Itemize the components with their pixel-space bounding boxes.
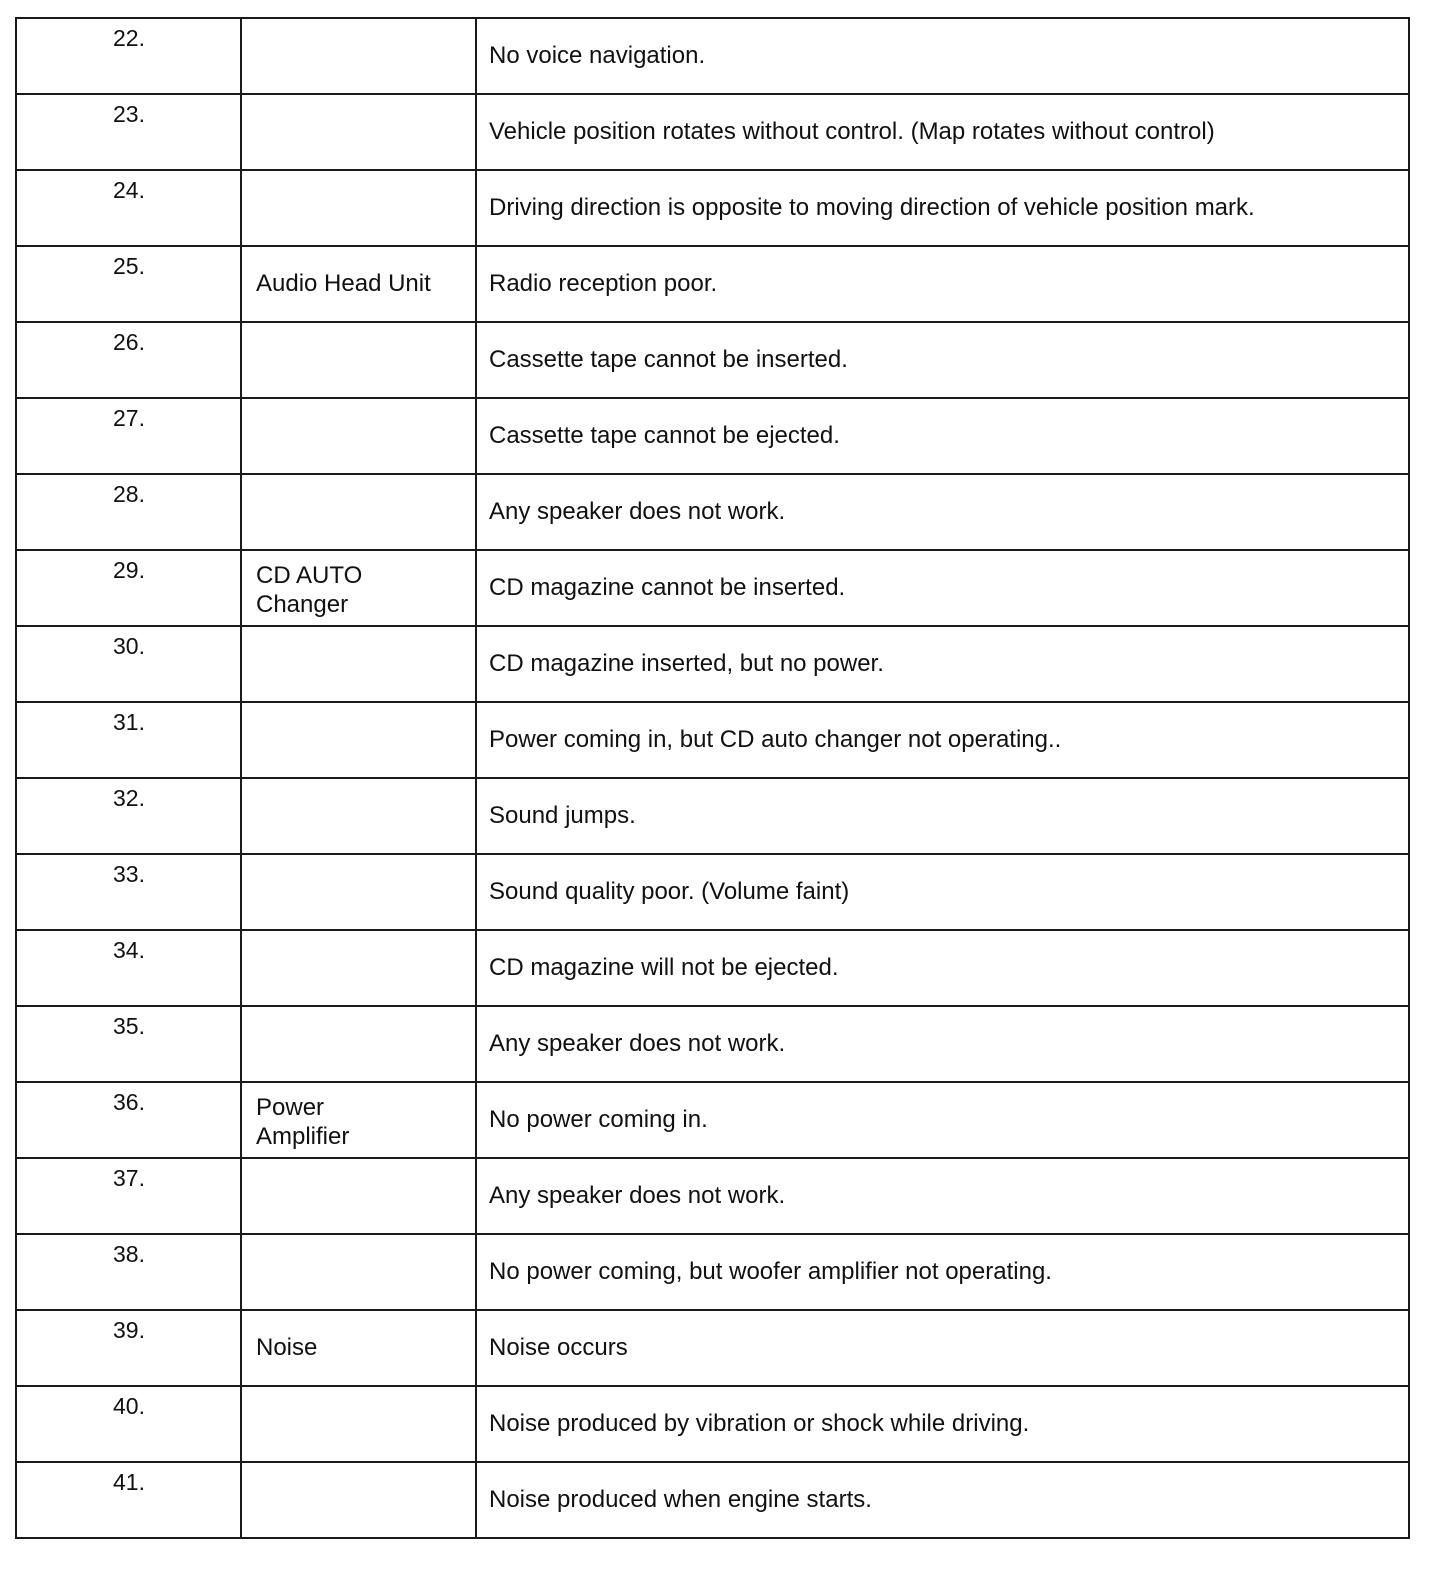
- item-number-cell: [16, 246, 241, 322]
- symptom-cell: [476, 322, 1409, 398]
- item-number-cell: [16, 1006, 241, 1082]
- unit-cell: [241, 1462, 476, 1538]
- table-row: [16, 398, 1409, 474]
- unit-cell: [241, 474, 476, 550]
- symptom-cell: [476, 1462, 1409, 1538]
- item-number: 25.: [113, 253, 145, 279]
- item-number: 37.: [113, 1165, 145, 1191]
- unit-cell: [241, 398, 476, 474]
- unit-name: CD AUTO Changer: [256, 562, 363, 618]
- unit-cell: [241, 322, 476, 398]
- table-row: [16, 1462, 1409, 1538]
- unit-name: [242, 855, 475, 877]
- symptom-table: [15, 17, 1410, 1539]
- unit-name: [242, 1159, 475, 1181]
- symptom-cell: [476, 246, 1409, 322]
- table-row: [16, 94, 1409, 170]
- symptom-cell: [476, 398, 1409, 474]
- symptom-cell: [476, 94, 1409, 170]
- item-number-cell: [16, 778, 241, 854]
- unit-name: [242, 399, 475, 421]
- item-number: 39.: [113, 1317, 145, 1343]
- symptom-cell: [476, 1310, 1409, 1386]
- item-number-cell: [16, 18, 241, 94]
- item-number: 28.: [113, 481, 145, 507]
- unit-name: [242, 1007, 475, 1029]
- unit-name: [242, 779, 475, 801]
- item-number: 34.: [113, 937, 145, 963]
- unit-cell: [241, 550, 476, 626]
- symptom-text: Noise produced when engine starts.: [489, 1486, 872, 1513]
- table-row: [16, 474, 1409, 550]
- symptom-cell: [476, 778, 1409, 854]
- symptom-cell: [476, 1386, 1409, 1462]
- item-number-cell: [16, 474, 241, 550]
- unit-name: [242, 95, 475, 117]
- symptom-table-body: [16, 18, 1409, 1538]
- symptom-text: Power coming in, but CD auto changer not operating..: [489, 726, 1062, 753]
- item-number: 23.: [113, 101, 145, 127]
- unit-cell: [241, 246, 476, 322]
- unit-name: [242, 1463, 475, 1485]
- unit-name: Power Amplifier: [256, 1094, 350, 1150]
- table-row: [16, 1386, 1409, 1462]
- item-number-cell: [16, 170, 241, 246]
- table-row: [16, 1082, 1409, 1158]
- item-number: 36.: [113, 1089, 145, 1115]
- unit-cell: [241, 778, 476, 854]
- unit-cell: [241, 1082, 476, 1158]
- symptom-text: Driving direction is opposite to moving direction of vehicle position mark.: [489, 194, 1255, 221]
- unit-cell: [241, 18, 476, 94]
- symptom-cell: [476, 1082, 1409, 1158]
- item-number: 35.: [113, 1013, 145, 1039]
- item-number-cell: [16, 94, 241, 170]
- symptom-text: No power coming, but woofer amplifier not operating.: [489, 1258, 1052, 1285]
- symptom-cell: [476, 1158, 1409, 1234]
- unit-name: [242, 703, 475, 725]
- item-number: 26.: [113, 329, 145, 355]
- symptom-text: Radio reception poor.: [489, 270, 718, 297]
- symptom-cell: [476, 702, 1409, 778]
- symptom-cell: [476, 474, 1409, 550]
- item-number: 32.: [113, 785, 145, 811]
- unit-name: Audio Head Unit: [256, 270, 431, 297]
- symptom-text: No power coming in.: [489, 1106, 708, 1133]
- item-number-cell: [16, 626, 241, 702]
- item-number: 29.: [113, 557, 145, 583]
- table-row: [16, 1310, 1409, 1386]
- symptom-text: Cassette tape cannot be inserted.: [489, 346, 848, 373]
- symptom-cell: [476, 1006, 1409, 1082]
- item-number-cell: [16, 1310, 241, 1386]
- symptom-cell: [476, 1234, 1409, 1310]
- item-number-cell: [16, 1462, 241, 1538]
- item-number: 24.: [113, 177, 145, 203]
- table-row: [16, 854, 1409, 930]
- item-number: 33.: [113, 861, 145, 887]
- item-number: 22.: [113, 25, 145, 51]
- unit-name: [242, 931, 475, 953]
- symptom-cell: [476, 18, 1409, 94]
- symptom-text: Any speaker does not work.: [489, 498, 786, 525]
- symptom-text: No voice navigation.: [489, 42, 706, 69]
- table-row: [16, 1006, 1409, 1082]
- symptom-text: Sound jumps.: [489, 802, 636, 829]
- item-number-cell: [16, 1234, 241, 1310]
- item-number: 40.: [113, 1393, 145, 1419]
- symptom-text: Any speaker does not work.: [489, 1030, 786, 1057]
- item-number-cell: [16, 398, 241, 474]
- symptom-text: CD magazine cannot be inserted.: [489, 574, 846, 601]
- unit-cell: [241, 170, 476, 246]
- item-number-cell: [16, 930, 241, 1006]
- unit-name: [242, 1235, 475, 1257]
- symptom-text: Cassette tape cannot be ejected.: [489, 422, 840, 449]
- item-number-cell: [16, 550, 241, 626]
- table-row: [16, 1234, 1409, 1310]
- symptom-text: Sound quality poor. (Volume faint): [489, 878, 850, 905]
- table-row: [16, 322, 1409, 398]
- unit-name: [242, 1387, 475, 1409]
- table-row: [16, 778, 1409, 854]
- item-number-cell: [16, 1082, 241, 1158]
- symptom-cell: [476, 626, 1409, 702]
- table-row: [16, 550, 1409, 626]
- item-number: 41.: [113, 1469, 145, 1495]
- unit-name: [242, 475, 475, 497]
- item-number-cell: [16, 1386, 241, 1462]
- symptom-text: Any speaker does not work.: [489, 1182, 786, 1209]
- symptom-text: Noise produced by vibration or shock while driving.: [489, 1410, 1030, 1437]
- item-number: 31.: [113, 709, 145, 735]
- table-row: [16, 18, 1409, 94]
- symptom-text: CD magazine inserted, but no power.: [489, 650, 884, 677]
- item-number-cell: [16, 854, 241, 930]
- unit-name: [242, 171, 475, 193]
- item-number-cell: [16, 1158, 241, 1234]
- table-row: [16, 702, 1409, 778]
- unit-cell: [241, 626, 476, 702]
- unit-cell: [241, 1386, 476, 1462]
- unit-cell: [241, 1310, 476, 1386]
- unit-cell: [241, 1234, 476, 1310]
- symptom-cell: [476, 550, 1409, 626]
- item-number-cell: [16, 322, 241, 398]
- unit-cell: [241, 930, 476, 1006]
- table-row: [16, 246, 1409, 322]
- symptom-cell: [476, 854, 1409, 930]
- table-row: [16, 626, 1409, 702]
- unit-cell: [241, 1006, 476, 1082]
- symptom-text: Noise occurs: [489, 1334, 628, 1361]
- unit-name: [242, 19, 475, 41]
- table-row: [16, 930, 1409, 1006]
- item-number-cell: [16, 702, 241, 778]
- unit-name: [242, 323, 475, 345]
- unit-cell: [241, 94, 476, 170]
- symptom-cell: [476, 170, 1409, 246]
- unit-cell: [241, 1158, 476, 1234]
- item-number: 30.: [113, 633, 145, 659]
- symptom-text: Vehicle position rotates without control. (Map rotates without control): [489, 118, 1215, 145]
- unit-cell: [241, 702, 476, 778]
- table-row: [16, 170, 1409, 246]
- item-number: 27.: [113, 405, 145, 431]
- table-row: [16, 1158, 1409, 1234]
- item-number: 38.: [113, 1241, 145, 1267]
- symptom-cell: [476, 930, 1409, 1006]
- unit-cell: [241, 854, 476, 930]
- symptom-text: CD magazine will not be ejected.: [489, 954, 839, 981]
- unit-name: [242, 627, 475, 649]
- unit-name: Noise: [256, 1334, 318, 1361]
